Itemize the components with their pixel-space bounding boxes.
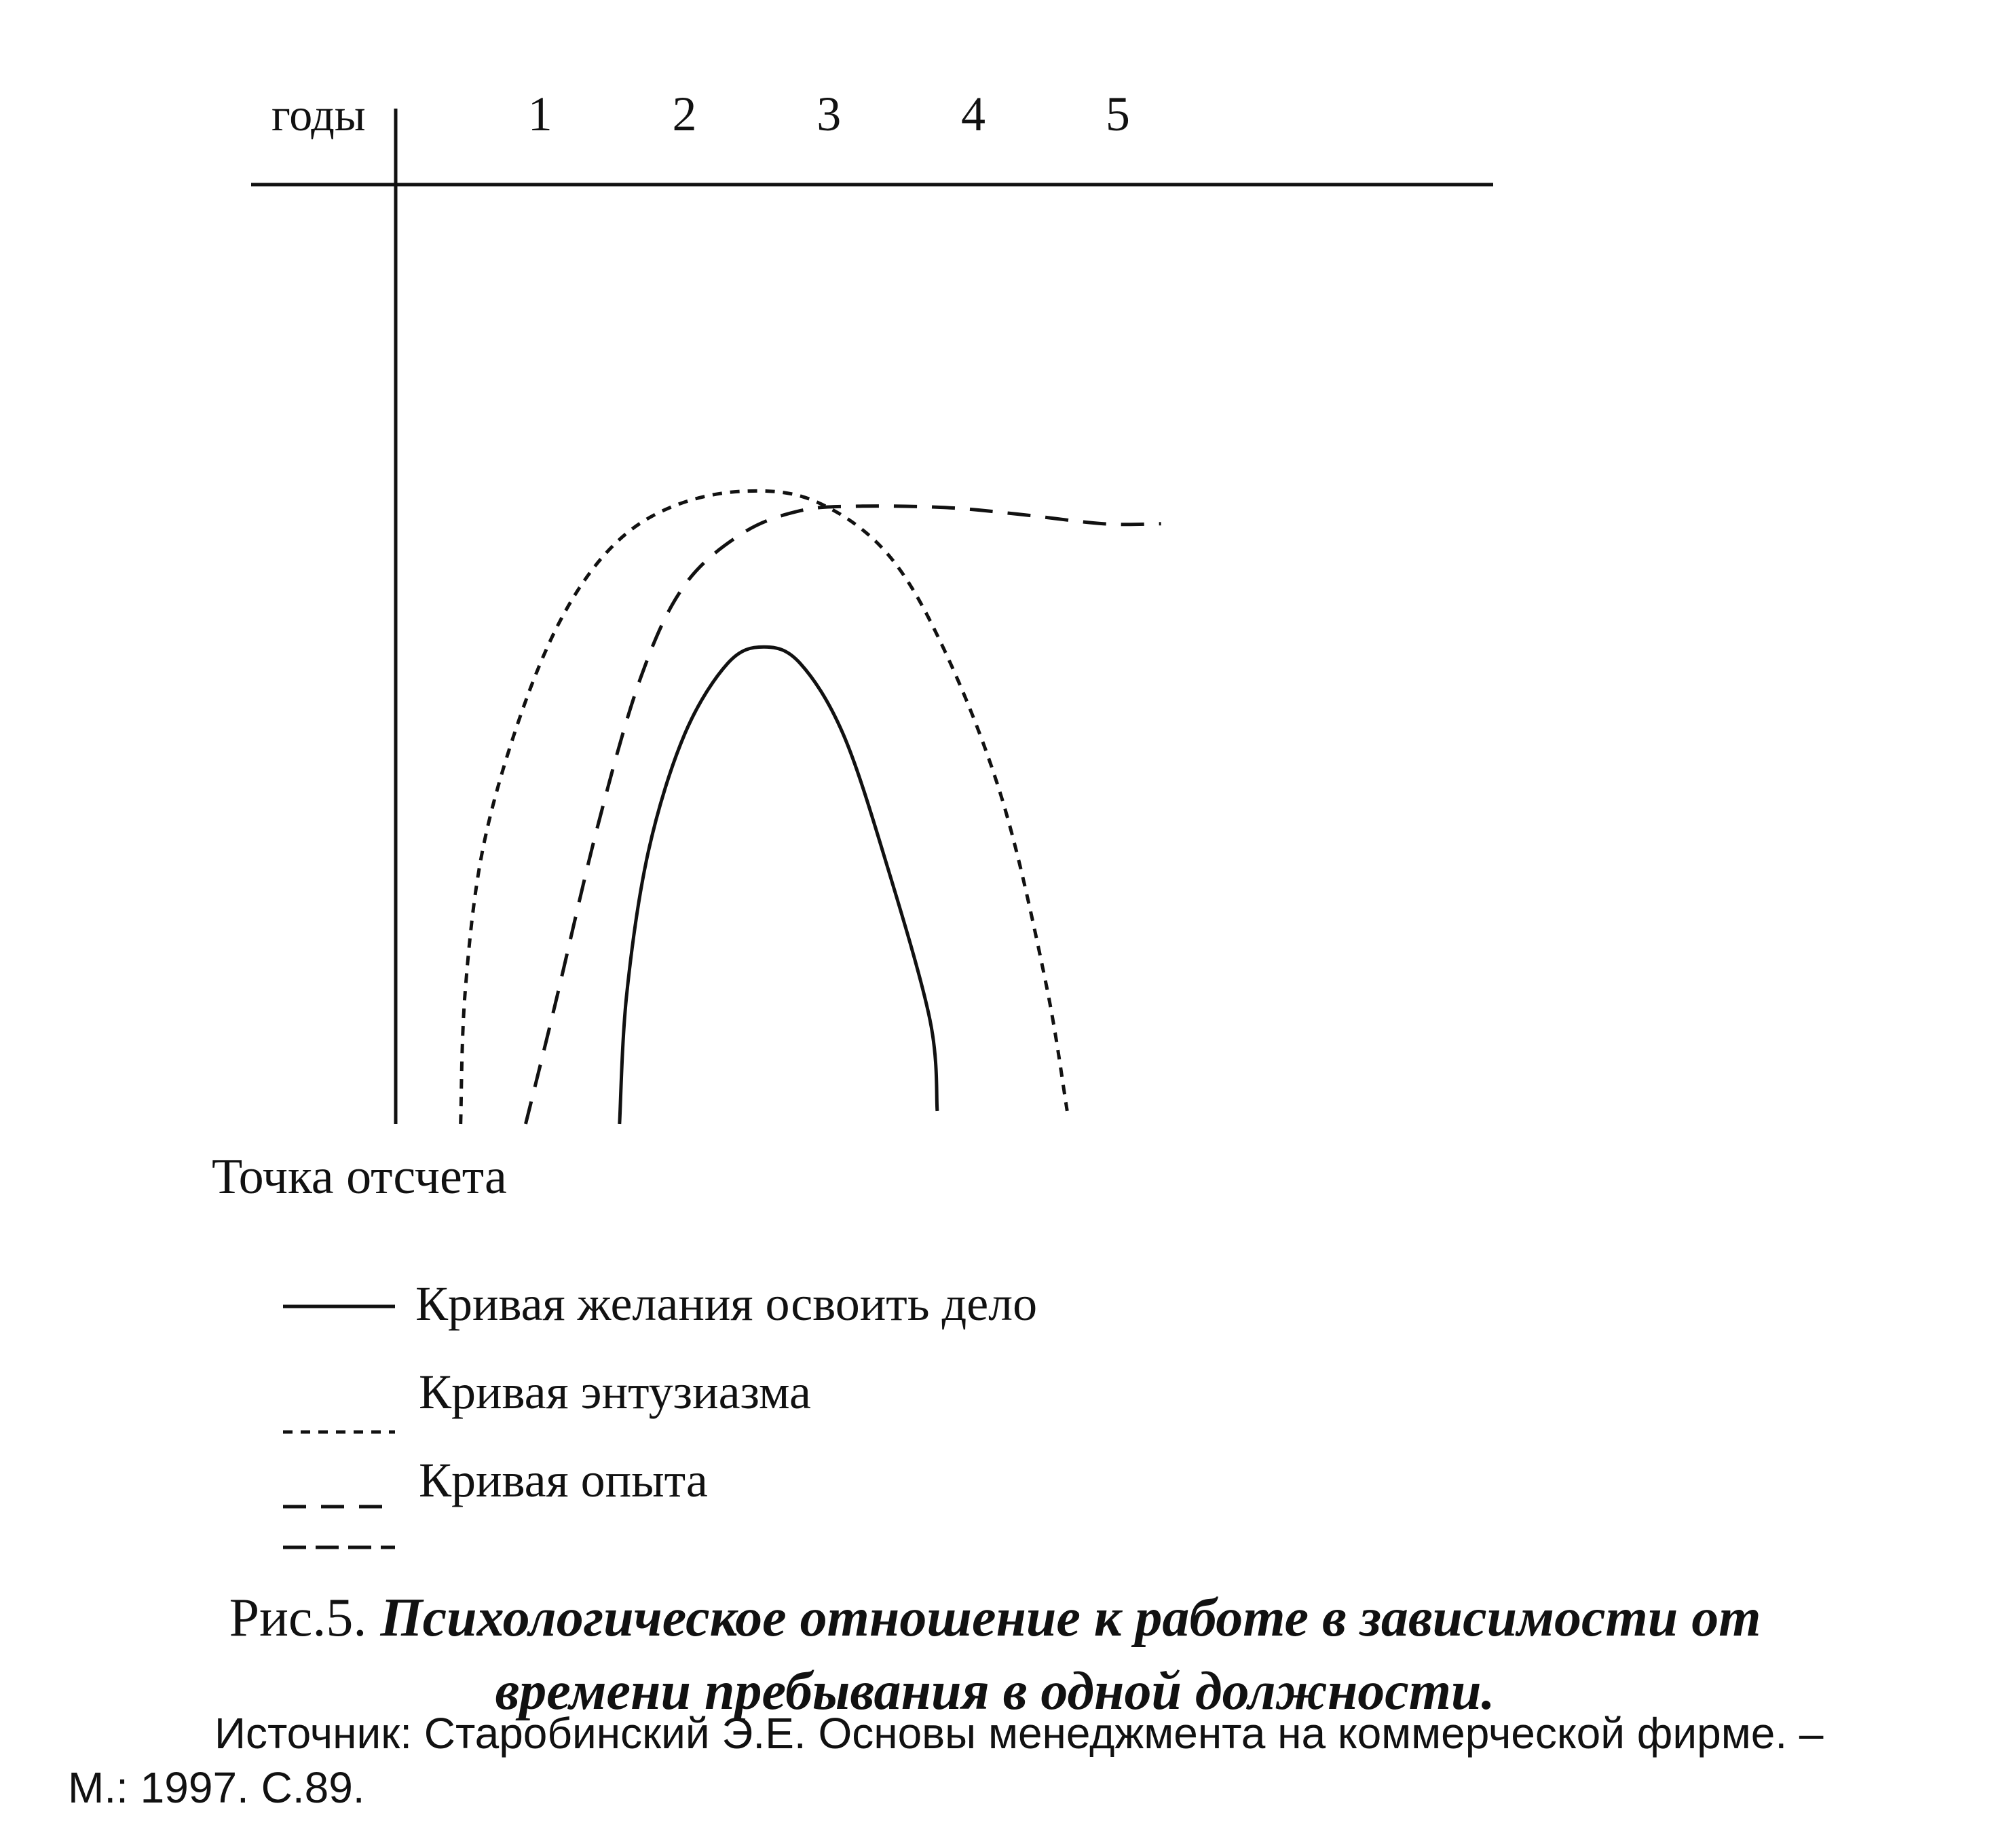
source-line-1: Источник: Старобинский Э.Е. Основы менеджмента на коммерческой фирме. – [214,1709,1824,1758]
series-line-2-dotted [461,491,1068,1124]
x-tick-labels [528,87,1130,141]
x-tick-label-4: 4 [961,87,986,141]
caption-prefix: Рис.5. [229,1588,367,1648]
x-axis-title: годы [271,89,366,140]
origin-label: Точка отсчета [212,1149,507,1205]
series-group [461,491,1161,1124]
legend-sample-dotted [280,1357,402,1452]
series-line-1-solid [620,647,937,1124]
legend-sample-dashed [280,1446,402,1561]
legend-sample-solid [280,1269,402,1337]
source-note [68,1706,1941,1815]
caption-title-line-1: Психологическое отношение к работе в зависимости от [380,1588,1761,1648]
x-tick-label-1: 1 [527,87,552,141]
series-line-3-dashed [526,506,1161,1124]
x-tick-label-5: 5 [1105,87,1130,141]
legend-label-experience: Кривая опыта [419,1453,708,1507]
legend-label-enthusiasm: Кривая энтузиазма [419,1365,812,1419]
caption-line-1 [0,1581,1990,1655]
caption-title-line-2: времени пребывания в одной должности. [495,1661,1495,1721]
source-line-2: М.: 1997. С.89. [68,1763,365,1812]
legend-label-desire: Кривая желания освоить дело [415,1277,1038,1331]
x-tick-label-3: 3 [816,87,842,141]
x-tick-label-2: 2 [672,87,697,141]
